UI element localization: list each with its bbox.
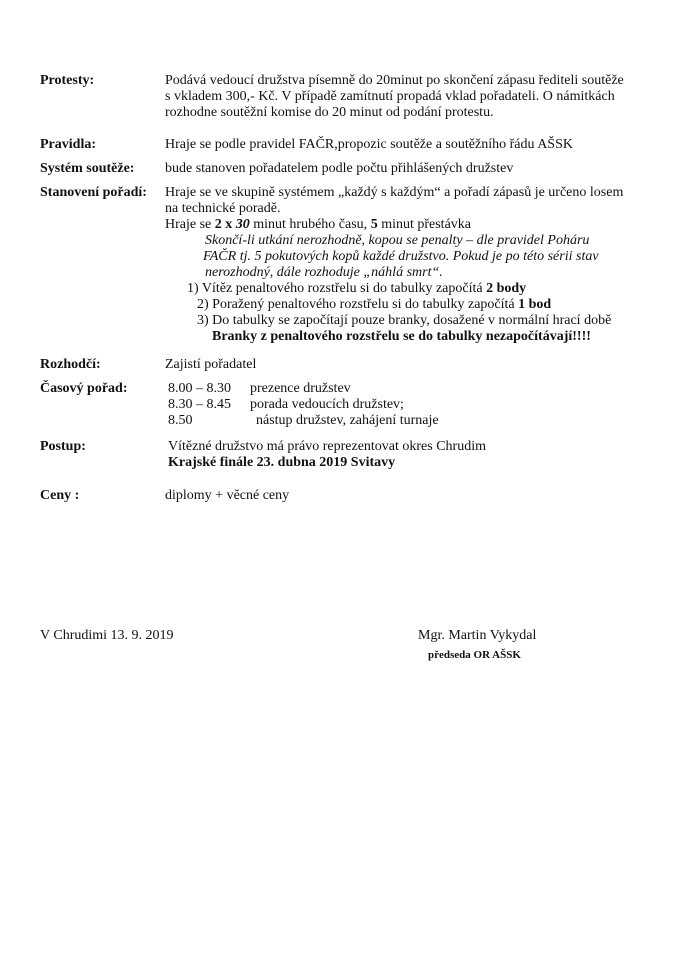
play-bold-1: 2 x — [214, 217, 236, 232]
play-mid: minut hrubého času, — [249, 217, 371, 232]
rule-3: 3) Do tabulky se započítají pouze branky, dosažené v normální hrací době — [197, 313, 612, 328]
rule-1-text: 1) Vítěz penaltového rozstřelu si do tabulky započítá — [187, 281, 487, 296]
schedule-time: 8.50 — [168, 413, 193, 428]
system-text: bude stanoven pořadatelem podle počtu přihlášených družstev — [165, 161, 514, 176]
label-pravidla: Pravidla: — [40, 137, 96, 152]
rule-2-text: 2) Poražený penaltového rozstřelu si do tabulky započítá — [197, 297, 519, 312]
schedule-list — [168, 381, 648, 429]
label-casovy-porad: Časový pořad: — [40, 381, 128, 396]
schedule-desc: prezence družstev — [250, 381, 351, 396]
postup-text — [168, 439, 648, 471]
schedule-time: 8.30 – 8.45 — [168, 397, 231, 412]
protesty-line-3: rozhodne soutěžní komise do 20 minut od podání protestu. — [165, 105, 494, 120]
protesty-text — [165, 73, 645, 121]
label-stanoveni: Stanovení pořadí: — [40, 185, 147, 200]
play-post: minut přestávka — [377, 217, 471, 232]
penalty-warning: Branky z penaltového rozstřelu se do tabulky nezapočítávají!!!! — [212, 329, 591, 344]
protesty-line-2: s vkladem 300,- Kč. V případě zamítnutí propadá vklad pořadateli. O námitkách — [165, 89, 615, 104]
stanoveni-text — [165, 185, 645, 345]
schedule-desc: porada vedoucích družstev; — [250, 397, 404, 412]
schedule-item — [168, 397, 648, 413]
rozhodci-text: Zajistí pořadatel — [165, 357, 257, 372]
penalty-italic-2: FAČR tj. 5 pokutových kopů každé družstvo. Pokud je po této sérii stav — [203, 249, 599, 264]
play-bold-italic: 30 — [235, 217, 250, 232]
rule-2-points: 1 bod — [518, 297, 552, 312]
signer-name: Mgr. Martin Vykydal — [418, 628, 537, 643]
play-pre: Hraje se — [165, 217, 215, 232]
place-date: V Chrudimi 13. 9. 2019 — [40, 628, 174, 643]
protesty-line-1: Podává vedoucí družstva písemně do 20minut po skončení zápasu řediteli soutěže — [165, 73, 624, 88]
label-protesty: Protesty: — [40, 73, 95, 88]
postup-final: Krajské finále 23. dubna 2019 Svitavy — [168, 455, 396, 470]
schedule-item — [168, 413, 648, 429]
stanoveni-line-1: Hraje se ve skupině systémem „každý s každým“ a pořadí zápasů je určeno losem — [165, 185, 624, 200]
penalty-italic-3: nerozhodný, dále rozhoduje „náhlá smrt“. — [205, 265, 443, 280]
penalty-italic-1: Skončí-li utkání nerozhodně, kopou se penalty – dle pravidel Poháru — [205, 233, 590, 248]
label-postup: Postup: — [40, 439, 86, 454]
ceny-text: diplomy + věcné ceny — [165, 488, 290, 503]
schedule-time: 8.00 – 8.30 — [168, 381, 231, 396]
postup-line-1: Vítězné družstvo má právo reprezentovat okres Chrudim — [168, 439, 487, 454]
signer-role: předseda OR AŠSK — [428, 649, 521, 661]
stanoveni-play-line — [165, 217, 645, 233]
rule-1-points: 2 body — [486, 281, 527, 296]
label-system: Systém soutěže: — [40, 161, 135, 176]
pravidla-text: Hraje se podle pravidel FAČR,propozic soutěže a soutěžního řádu AŠSK — [165, 137, 573, 152]
play-bold-2: 5 — [370, 217, 378, 232]
rule-2 — [165, 297, 645, 313]
rule-1 — [165, 281, 645, 297]
label-rozhodci: Rozhodčí: — [40, 357, 101, 372]
schedule-desc: nástup družstev, zahájení turnaje — [256, 413, 439, 428]
label-ceny: Ceny : — [40, 488, 80, 503]
stanoveni-line-2: na technické poradě. — [165, 201, 281, 216]
schedule-item — [168, 381, 648, 397]
